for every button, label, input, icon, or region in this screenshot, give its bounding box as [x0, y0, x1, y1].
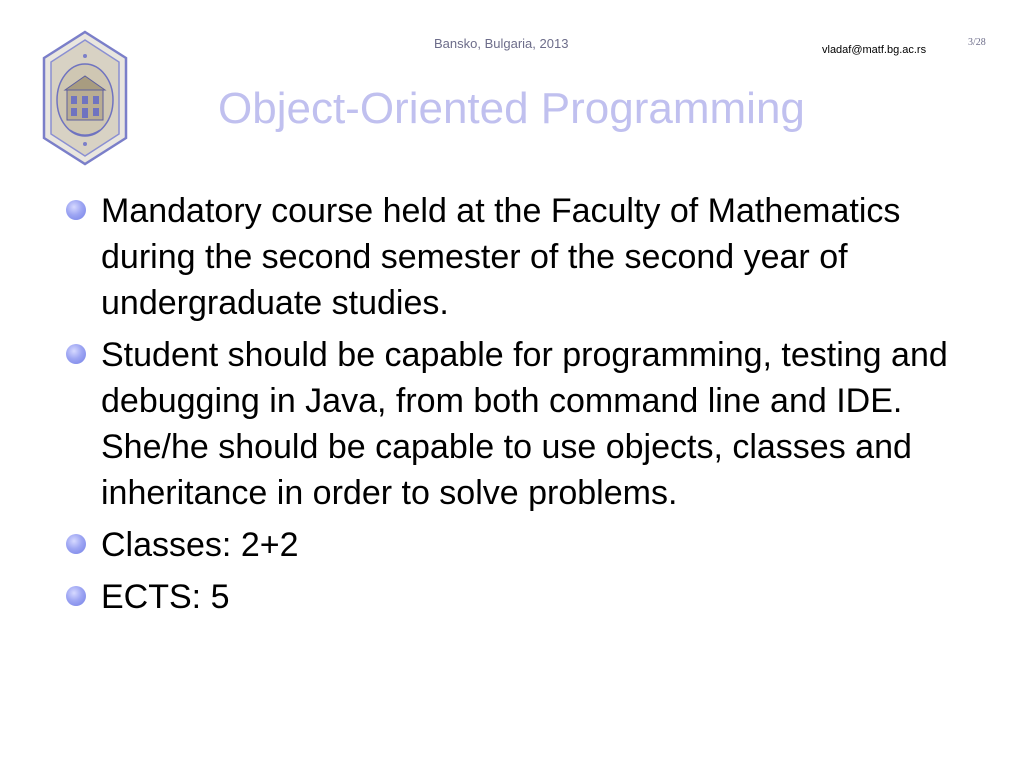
header-location: Bansko, Bulgaria, 2013: [434, 36, 569, 51]
round-bullet-icon: [66, 200, 86, 220]
bullet-text: Mandatory course held at the Faculty of Mathematics during the second semester of the second year of undergraduate studies.: [101, 192, 901, 322]
bullet-item: [66, 522, 966, 568]
bullet-item: [66, 332, 966, 516]
bullet-item: [66, 574, 966, 620]
bullet-text: Student should be capable for programming, testing and debugging in Java, from both command line and IDE. She/he should be capable to use objects, classes and inheritance in order to solve problems.: [101, 336, 948, 512]
round-bullet-icon: [66, 586, 86, 606]
bullet-item: [66, 188, 966, 326]
round-bullet-icon: [66, 534, 86, 554]
page-number: 3/28: [968, 37, 986, 48]
bullet-text: Classes: 2+2: [101, 526, 299, 564]
slide-title: Object-Oriented Programming: [218, 84, 805, 133]
bullet-list: [66, 188, 966, 626]
header-email: vladaf@matf.bg.ac.rs: [822, 44, 927, 56]
round-bullet-icon: [66, 344, 86, 364]
bullet-text: ECTS: 5: [101, 578, 230, 616]
university-seal-logo: [40, 30, 130, 166]
